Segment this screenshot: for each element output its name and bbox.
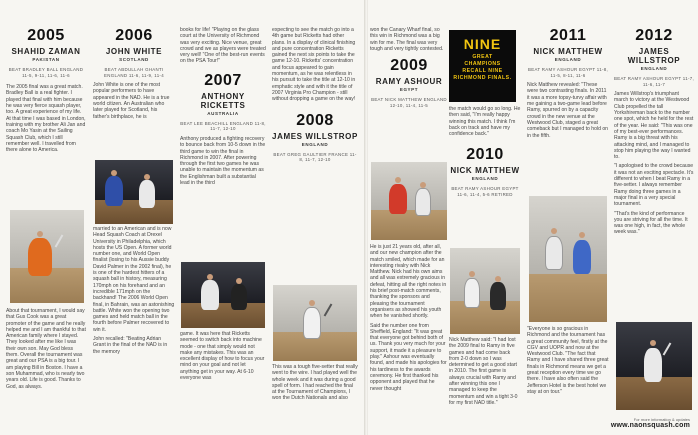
action-photo bbox=[616, 322, 692, 410]
player-country: EGYPT bbox=[399, 87, 419, 93]
match-result: BEAT LEE BEACHILL ENGLAND 11-8, 11-7, 12-10 bbox=[180, 120, 266, 132]
player-figure bbox=[105, 176, 123, 206]
footer-credit: For more information & updates bbox=[633, 417, 690, 422]
match-result: BEAT RAMY ASHOUR EGYPT 11-7, 11-6, 11-7 bbox=[614, 76, 694, 87]
player-figure bbox=[303, 307, 321, 339]
year-heading: 2007 bbox=[204, 71, 242, 89]
article-text: the match would go so long. He then said, "I'm really happy winning this match. I think I'm back on track and have my confidence back." bbox=[449, 106, 521, 138]
match-result: BEAT BRADLEY BALL ENGLAND 11-5, 9-11, 11-6, 11-6 bbox=[8, 67, 84, 78]
year-heading: 2012 bbox=[635, 27, 673, 44]
feature-subtitle: GREAT CHAMPIONS RECALL NINE RICHMOND FINALS. bbox=[453, 54, 512, 81]
column-2007-lower bbox=[180, 331, 266, 435]
column-2008-lower bbox=[272, 364, 358, 435]
article-text: married to an American and is now Head Squash Coach at Drexel University in Philadelphia, which hosts the US Open. A former world number one, and World Open finalist (losing to his Aussie buddy David Palmer in the 2002 final), he is one of the hardest hitters of a squash ball in history, measuring 170mph on his forehand and an incredible 171mph on the backhand! The 2006 World Open final, in Bahrain, was an astonishing battle. White won the opening two games and held match ball in the fourth before Palmer recovered to win it. bbox=[93, 226, 175, 333]
match-result: BEAT RAMY ASHOUR EGYPT 11-6, 11-4, 5-6 RETIRED bbox=[451, 186, 519, 198]
action-photo bbox=[95, 160, 173, 224]
feature-title: NINE bbox=[463, 36, 502, 52]
player-name: NICK MATTHEW bbox=[533, 47, 603, 56]
player-country: ENGLAND bbox=[640, 66, 668, 71]
column-2010-lower bbox=[449, 337, 521, 435]
match-result: BEAT ABDULLAH GHANTI ENGLAND 11-6, 11-9, 11-4 bbox=[104, 67, 164, 78]
match-result: BEAT NICK MATTHEW ENGLAND 12-10, 11-4, 11-5 bbox=[371, 97, 447, 108]
page-fold bbox=[364, 0, 368, 435]
year-heading: 2011 bbox=[549, 27, 587, 44]
player-name: SHAHID ZAMAN bbox=[11, 47, 81, 56]
player-country: PAKISTAN bbox=[32, 57, 60, 62]
player-name: ANTHONY RICKETTS bbox=[200, 91, 246, 110]
article-text: books for life! "Playing on the glass court at the University of Richmond was very exciting. Nice venue, great crowd and we as players were treated very well! "One of the best-run events on the PSA Tour!" bbox=[180, 27, 266, 65]
article-text: "I apologised to the crowd because it was not an exciting spectacle. It's different to when I beat Ramy in a five-setter. I always remember Ramy doing three games in a major final in a very special tournament. bbox=[614, 163, 694, 208]
article-text: Nick Matthew said: "I had lost the 2009 final to Ramy in five games and had come back from 2-0 down so I was determined to get a good start in 2010. The first game is always crucial with Ramy and after winning this one I managed to keep the momentum and win a tight 3-0 for my first NAD title." bbox=[449, 337, 518, 406]
player-country: AUSTRALIA bbox=[207, 110, 239, 116]
column-2011-lower bbox=[527, 326, 609, 435]
action-photo bbox=[10, 210, 84, 303]
article-text: Anthony produced a fighting recovery to bounce back from 10-5 down in the third game to win the final in Richmond in 2007. After powering through the first two games he was unable to maintain the momentum as the Englishman built a substantial lead in the third bbox=[180, 135, 266, 187]
player-name: JAMES WILLSTROP bbox=[272, 131, 358, 141]
article-text: Nick Matthew revealed: "These were two contrasting finals. In 2011 it was a more topsy-turvy affair with me gaining a two-game lead before Ramy, spurred on by a capacity crowd in the new venue at the Westwood Club, staged a great comeback but I managed to hold on in the fifth. bbox=[527, 82, 608, 139]
year-heading: 2010 bbox=[466, 146, 504, 164]
match-result: BEAT GREG GAULTIER FRANCE 11-8, 11-7, 12-10 bbox=[273, 151, 357, 163]
year-heading: 2008 bbox=[296, 111, 334, 129]
player-country: ENGLAND bbox=[554, 57, 582, 62]
player-figure bbox=[545, 236, 563, 270]
match-result: BEAT RAMY ASHOUR EGYPT 11-8, 11-5, 8-11, 11-6 bbox=[528, 67, 608, 78]
action-photo bbox=[181, 262, 265, 328]
footer-url: www.naonsquash.com bbox=[610, 422, 690, 429]
article-text: "That's the kind of performance you are striving for all the time. It was one high, in fact, the whole week was." bbox=[614, 210, 688, 236]
action-photo bbox=[450, 248, 520, 334]
action-photo bbox=[529, 196, 607, 322]
page-footer bbox=[611, 417, 690, 429]
column-2005-lower bbox=[6, 304, 86, 435]
player-figure bbox=[464, 278, 480, 308]
player-figure bbox=[644, 348, 662, 382]
article-text: game. It was here that Ricketts seemed to switch back into machine mode - one that simply would not make any mistakes. This was an excellent display of how to focus your mind on your goal and not let anything get in your way. At 6-10 everyone was bbox=[180, 331, 265, 382]
feature-title-box bbox=[449, 30, 516, 102]
player-name: JOHN WHITE bbox=[105, 47, 163, 56]
article-text: won the Canary Wharf final, so this win in Richmond was a big win for me. The final was very tough and very tightly contested. bbox=[370, 27, 444, 52]
article-text: The 2005 final was a great match. Bradley Ball is a real fighter. I played that final with him because he was very fierce squash player, too. A great experience of my life. At that time I was based in London, training with my brother Ali Jan and coach Mo Yasin at the Sailing Squash Club, which I still remember well. I travelled from there alone to America. bbox=[6, 84, 86, 154]
year-heading: 2005 bbox=[27, 27, 65, 44]
player-country: ENGLAND bbox=[471, 176, 499, 182]
article-text: "Everyone is so gracious in Richmond and the tournament has a great community feel, firstly at the CGV and UOPR and now at the Westwood Club. "The fact that Ramy and I have shared three great finals in Richmond means we get a great reception every time we go there. I have also often said the Jefferson Hotel is the best hotel we stay at on tour." bbox=[527, 326, 609, 395]
year-heading: 2009 bbox=[390, 57, 428, 75]
player-country: ENGLAND bbox=[301, 141, 329, 147]
article-text: This was a tough five-setter that really went to the wire. I had played well the whole week and it was during a good spell of form. I had reached the final at the Tournament of Champions, I won the Dutch Nationals and also bbox=[272, 364, 358, 402]
column-2006-lower bbox=[93, 226, 175, 435]
article-text: John recalled: "Beating Adrian Grant in the final of the NAD is in the memory bbox=[93, 336, 168, 355]
article-text: John White is one of the most popular performers to have appeared in the NAD. He is a true world citizen. An Australian who later played for Scotland, his father's birthplace, he is bbox=[93, 82, 170, 120]
column-2009-lower bbox=[370, 244, 448, 435]
player-figure bbox=[28, 238, 52, 276]
action-photo bbox=[371, 162, 447, 240]
action-photo bbox=[273, 285, 357, 361]
year-heading: 2006 bbox=[115, 27, 153, 44]
article-text: expecting to see the match go into a 4th game but Ricketts had other plans. In a display of clinical finishing and pure concentration Ricketts gained the next six points to take the game 12-10. Ricketts' concentration and focus appeared to gain momentum, as he was relentless in his pursuit to take the title at 12-10 in emphatic style and with it the title of 2007 Virginia Pro Champion - still without dropping a game on the way! bbox=[272, 27, 356, 103]
player-country: SCOTLAND bbox=[119, 57, 149, 62]
article-text: James Willstrop's triumphant march to victory at the Westwood Club propelled the tall Yorkshireman back to the number one spot, which he held for the rest of the year. He said: "This was one of my best-ever performances. Ramy is a big threat with his attacking mind, and I managed to stop him playing the way I wanted to. bbox=[614, 91, 694, 161]
article-text: He is just 21 years old, after all, and our new champion after the match smiled, which made for an interesting rivalry with Nick Matthew. Nick had his own aims and all was extremely gracious in defeat, hitting all the right notes in his brief post-match comments, thanking the sponsors and pleasing the tournament organisers as showed his youth when he vanished shortly. bbox=[370, 244, 447, 320]
article-text: Said the number one from Sheffield, England: "It was great that everyone got behind both of us. Thank you very much for your support, it made it a pleasure to play." Ashour was eventually found, and made his apologies for his tardiness to the awards ceremony. He first thanked his opponent and played that he never thought bbox=[370, 322, 447, 392]
player-figure bbox=[201, 280, 219, 310]
player-figure bbox=[389, 184, 407, 214]
article-text: About that tournament, I would say that Gus Cook was a great promoter of the game and he really helped me and I am thankful to that American family where I stayed. They looked after me like I was their own son. May God bless them. Overall the tournament was great and our PSA is a big tour. I am playing Bill in Boston. I have a son Muhammad, who is nearly two years old. Life is good. Thanks to God, as always. bbox=[6, 308, 86, 390]
player-name: JAMES WILLSTROP bbox=[627, 47, 681, 65]
player-name: RAMY ASHOUR bbox=[375, 77, 443, 87]
player-name: NICK MATTHEW bbox=[450, 166, 520, 176]
